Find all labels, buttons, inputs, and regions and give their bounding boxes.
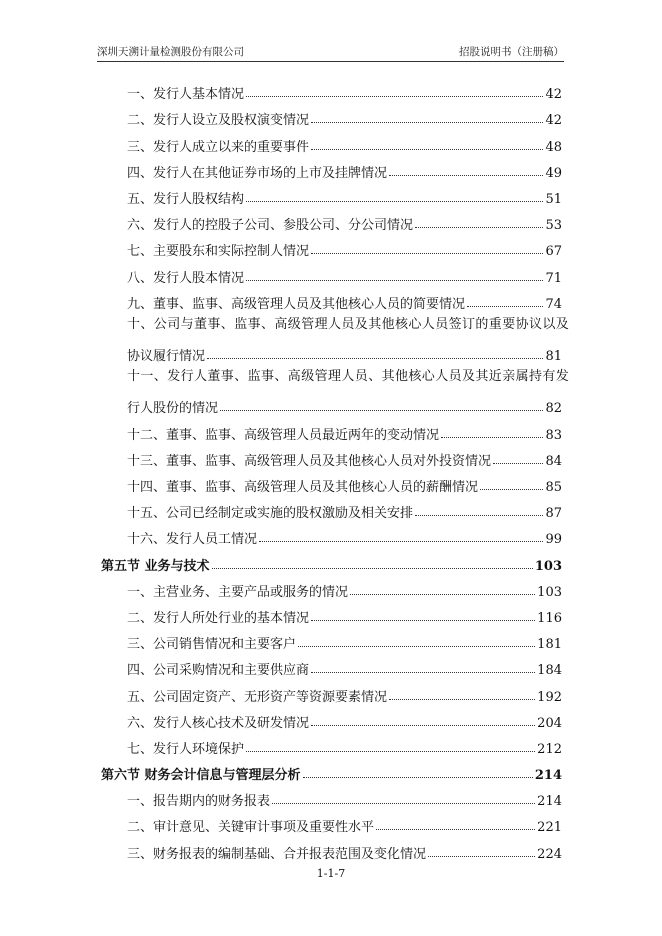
toc-entry-page: 83: [545, 427, 562, 443]
toc-entry-page: 192: [537, 689, 562, 705]
toc-entry[interactable]: [101, 495, 562, 521]
toc-entry[interactable]: [101, 102, 562, 128]
table-of-contents: [101, 76, 570, 862]
toc-leader: [298, 646, 535, 647]
toc-leader: [246, 201, 543, 202]
toc-leader: [311, 725, 535, 726]
toc-entry-page: 181: [537, 637, 562, 653]
toc-entry[interactable]: [101, 469, 562, 495]
toc-entry[interactable]: [101, 626, 562, 652]
toc-entry-title: 九、董事、监事、高级管理人员及其他核心人员的简要情况: [127, 296, 466, 312]
toc-leader: [350, 594, 535, 595]
toc-section-title: 第六节 财务会计信息与管理层分析: [101, 768, 301, 784]
toc-leader: [272, 803, 535, 804]
toc-entry-title-line2: 行人股份的情况: [127, 401, 219, 417]
toc-entry[interactable]: [101, 731, 562, 757]
toc-entry-title: 三、财务报表的编制基础、合并报表范围及变化情况: [127, 846, 427, 862]
toc-leader: [311, 149, 543, 150]
toc-entry[interactable]: [101, 678, 562, 704]
toc-leader: [246, 96, 543, 97]
toc-section-page: 103: [534, 558, 562, 574]
toc-leader: [220, 410, 543, 411]
toc-leader: [246, 751, 535, 752]
toc-leader: [311, 620, 535, 621]
toc-entry-multiline[interactable]: [101, 312, 570, 365]
toc-leader: [376, 829, 535, 830]
toc-leader: [259, 541, 543, 542]
toc-entry[interactable]: [101, 809, 562, 835]
header-doc-title: 招股说明书（注册稿）: [459, 46, 564, 58]
toc-entry-page: 184: [537, 663, 562, 679]
toc-entry[interactable]: [101, 600, 562, 626]
toc-leader: [212, 568, 533, 569]
toc-entry-page: 84: [545, 453, 562, 469]
toc-entry[interactable]: [101, 259, 562, 285]
toc-entry[interactable]: [101, 783, 562, 809]
toc-entry-title: 一、主营业务、主要产品或服务的情况: [127, 584, 349, 600]
header-divider: [97, 61, 564, 62]
toc-entry-page: 51: [545, 191, 562, 207]
toc-leader: [493, 463, 543, 464]
toc-section-title: 第五节 业务与技术: [101, 558, 210, 574]
toc-entry-title: 十六、发行人员工情况: [127, 532, 258, 548]
toc-entry-title: 四、发行人在其他证券市场的上市及挂牌情况: [127, 165, 388, 181]
toc-entry-page: 214: [537, 794, 562, 810]
toc-entry-title-line1: 十、公司与董事、监事、高级管理人员及其他核心人员签订的重要协议以及: [127, 316, 570, 332]
toc-entry-title: 五、发行人股权结构: [127, 191, 245, 207]
toc-entry-title: 二、审计意见、关键审计事项及重要性水平: [127, 820, 375, 836]
toc-leader: [246, 280, 543, 281]
toc-entry-title: 八、发行人股本情况: [127, 270, 245, 286]
toc-entry-page: 116: [537, 610, 562, 626]
toc-entry-page: 221: [537, 820, 562, 836]
toc-entry[interactable]: [101, 652, 562, 678]
toc-entry-title-line2: 协议履行情况: [127, 349, 206, 365]
toc-entry-page: 82: [545, 401, 562, 417]
toc-entry-title: 十二、董事、监事、高级管理人员最近两年的变动情况: [127, 427, 440, 443]
toc-entry[interactable]: [101, 705, 562, 731]
toc-entry[interactable]: [101, 128, 562, 154]
toc-entry-page: 81: [545, 349, 562, 365]
page-number: 1-1-7: [316, 867, 346, 880]
toc-entry[interactable]: [101, 443, 562, 469]
toc-entry-page: 99: [545, 532, 562, 548]
toc-leader: [303, 777, 533, 778]
toc-leader: [389, 699, 535, 700]
toc-section-heading[interactable]: [101, 757, 562, 783]
toc-entry-title: 十五、公司已经制定或实施的股权激励及相关安排: [127, 506, 414, 522]
toc-entry[interactable]: [101, 233, 562, 259]
toc-entry-title: 三、公司销售情况和主要客户: [127, 637, 297, 653]
toc-entry-title: 十三、董事、监事、高级管理人员及其他核心人员对外投资情况: [127, 453, 492, 469]
toc-entry[interactable]: [101, 207, 562, 233]
toc-entry-title: 二、发行人设立及股权演变情况: [127, 113, 310, 129]
toc-entry-page: 87: [545, 506, 562, 522]
toc-leader: [415, 515, 543, 516]
toc-entry-page: 49: [545, 165, 562, 181]
toc-leader: [311, 122, 543, 123]
toc-leader: [311, 253, 543, 254]
toc-entry-page: 212: [537, 741, 562, 757]
toc-entry-title-line1: 十一、发行人董事、监事、高级管理人员、其他核心人员及其近亲属持有发: [127, 369, 570, 385]
toc-entry-title: 六、发行人核心技术及研发情况: [127, 715, 310, 731]
toc-entry-title: 六、发行人的控股子公司、参股公司、分公司情况: [127, 218, 414, 234]
toc-entry-page: 42: [545, 87, 562, 103]
toc-leader: [480, 489, 543, 490]
toc-entry-page: 42: [545, 113, 562, 129]
toc-entry-title: 十四、董事、监事、高级管理人员及其他核心人员的薪酬情况: [127, 480, 479, 495]
toc-entry-page: 85: [545, 480, 562, 495]
toc-entry-title: 七、发行人环境保护: [127, 741, 245, 757]
toc-entry-multiline[interactable]: [101, 364, 570, 417]
header-company: 深圳天溯计量检测股份有限公司: [97, 46, 244, 58]
toc-leader: [415, 227, 543, 228]
toc-entry-title: 七、主要股东和实际控制人情况: [127, 244, 310, 260]
toc-entry-page: 53: [545, 218, 562, 234]
toc-entry-page: 48: [545, 139, 562, 155]
toc-entry[interactable]: [101, 181, 562, 207]
toc-entry-title: 五、公司固定资产、无形资产等资源要素情况: [127, 689, 388, 705]
toc-entry-title: 四、公司采购情况和主要供应商: [127, 663, 310, 679]
toc-entry-page: 71: [545, 270, 562, 286]
toc-leader: [389, 175, 543, 176]
toc-entry[interactable]: [101, 416, 562, 442]
toc-entry-page: 224: [537, 846, 562, 862]
toc-entry-page: 103: [537, 584, 562, 600]
toc-entry-page: 204: [537, 715, 562, 731]
toc-entry-title: 一、报告期内的财务报表: [127, 794, 271, 810]
toc-entry-page: 67: [545, 244, 562, 260]
toc-entry[interactable]: [101, 835, 562, 861]
toc-entry-title: 三、发行人成立以来的重要事件: [127, 139, 310, 155]
toc-entry-title: 一、发行人基本情况: [127, 87, 245, 103]
toc-entry[interactable]: [101, 286, 562, 312]
toc-leader: [311, 672, 535, 673]
toc-section-page: 214: [534, 768, 562, 784]
toc-entry[interactable]: [101, 155, 562, 181]
toc-entry[interactable]: [101, 521, 562, 547]
toc-leader: [467, 306, 543, 307]
toc-leader: [207, 358, 543, 359]
toc-entry[interactable]: [101, 574, 562, 600]
toc-entry[interactable]: [101, 76, 562, 102]
toc-section-heading[interactable]: [101, 547, 562, 573]
toc-leader: [441, 437, 543, 438]
toc-entry-title: 二、发行人所处行业的基本情况: [127, 610, 310, 626]
toc-leader: [428, 856, 535, 857]
toc-entry-page: 74: [545, 296, 562, 312]
